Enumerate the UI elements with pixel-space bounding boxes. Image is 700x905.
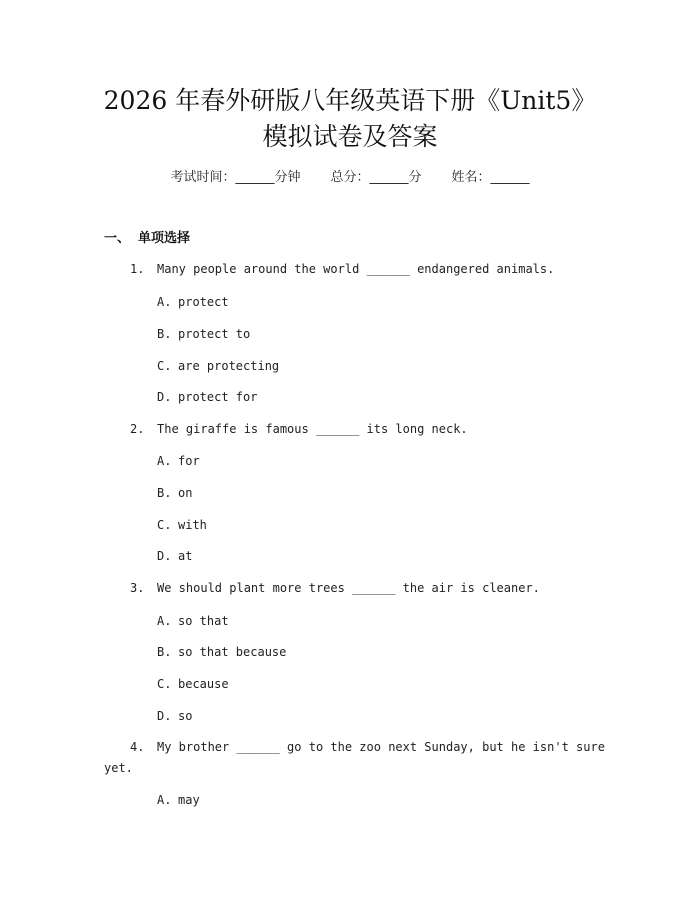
option-letter: C. (157, 518, 172, 532)
option-text: on (178, 486, 193, 500)
exam-title-line1: 2026 年春外研版八年级英语下册《Unit5》 (103, 86, 597, 115)
question-number: 3. (130, 581, 145, 595)
question-3-option-c (157, 674, 229, 694)
question-4 (104, 737, 604, 779)
option-letter: B. (157, 645, 172, 659)
option-letter: A. (157, 793, 172, 807)
exam-time-field: 考试时间：______分钟 (170, 170, 301, 185)
section-title: 单项选择 (138, 231, 191, 246)
question-text: My brother ______ go to the zoo next Sunday, but he isn't sure (157, 740, 605, 754)
question-4-line1 (104, 737, 604, 758)
question-3-option-d (157, 706, 192, 726)
option-text: so that (178, 614, 229, 628)
option-letter: D. (157, 390, 172, 404)
option-text: because (178, 677, 229, 691)
question-number: 4. (130, 740, 145, 754)
question-3-option-a (157, 611, 229, 631)
question-number: 1. (130, 262, 145, 276)
option-letter: A. (157, 295, 172, 309)
question-1 (130, 259, 554, 280)
option-text: with (178, 518, 207, 532)
question-1-option-d (157, 387, 257, 407)
question-3-option-b (157, 642, 286, 662)
question-1-option-a (157, 292, 229, 312)
option-text: protect for (178, 390, 258, 404)
option-letter: B. (157, 486, 172, 500)
question-1-option-b (157, 324, 250, 344)
question-text: Many people around the world ______ endangered animals. (157, 262, 555, 276)
name-field: 姓名：______ (451, 170, 530, 185)
option-text: protect (178, 295, 229, 309)
option-text: may (178, 793, 200, 807)
question-text: The giraffe is famous ______ its long neck. (157, 422, 468, 436)
exam-meta-line (0, 168, 700, 188)
question-4-option-a (157, 790, 200, 810)
option-letter: C. (157, 359, 172, 373)
question-2 (130, 419, 468, 440)
question-3 (130, 578, 540, 599)
question-2-option-c (157, 515, 207, 535)
option-letter: A. (157, 454, 172, 468)
question-text: We should plant more trees ______ the air is cleaner. (157, 581, 540, 595)
option-letter: A. (157, 614, 172, 628)
section-number: 一、 (104, 231, 131, 246)
option-letter: D. (157, 709, 172, 723)
total-score-field: 总分：______分 (330, 170, 422, 185)
option-text: protect to (178, 327, 251, 341)
exam-title-line2: 模拟试卷及答案 (262, 122, 438, 151)
option-text: so (178, 709, 193, 723)
option-text: at (178, 549, 193, 563)
question-2-option-b (157, 483, 192, 503)
option-letter: C. (157, 677, 172, 691)
section-heading (104, 229, 190, 249)
question-2-option-a (157, 451, 200, 471)
question-number: 2. (130, 422, 145, 436)
question-4-line2: yet. (104, 761, 133, 775)
option-text: are protecting (178, 359, 280, 373)
question-1-option-c (157, 356, 279, 376)
option-text: for (178, 454, 200, 468)
option-text: so that because (178, 645, 287, 659)
option-letter: B. (157, 327, 172, 341)
option-letter: D. (157, 549, 172, 563)
question-2-option-d (157, 546, 192, 566)
